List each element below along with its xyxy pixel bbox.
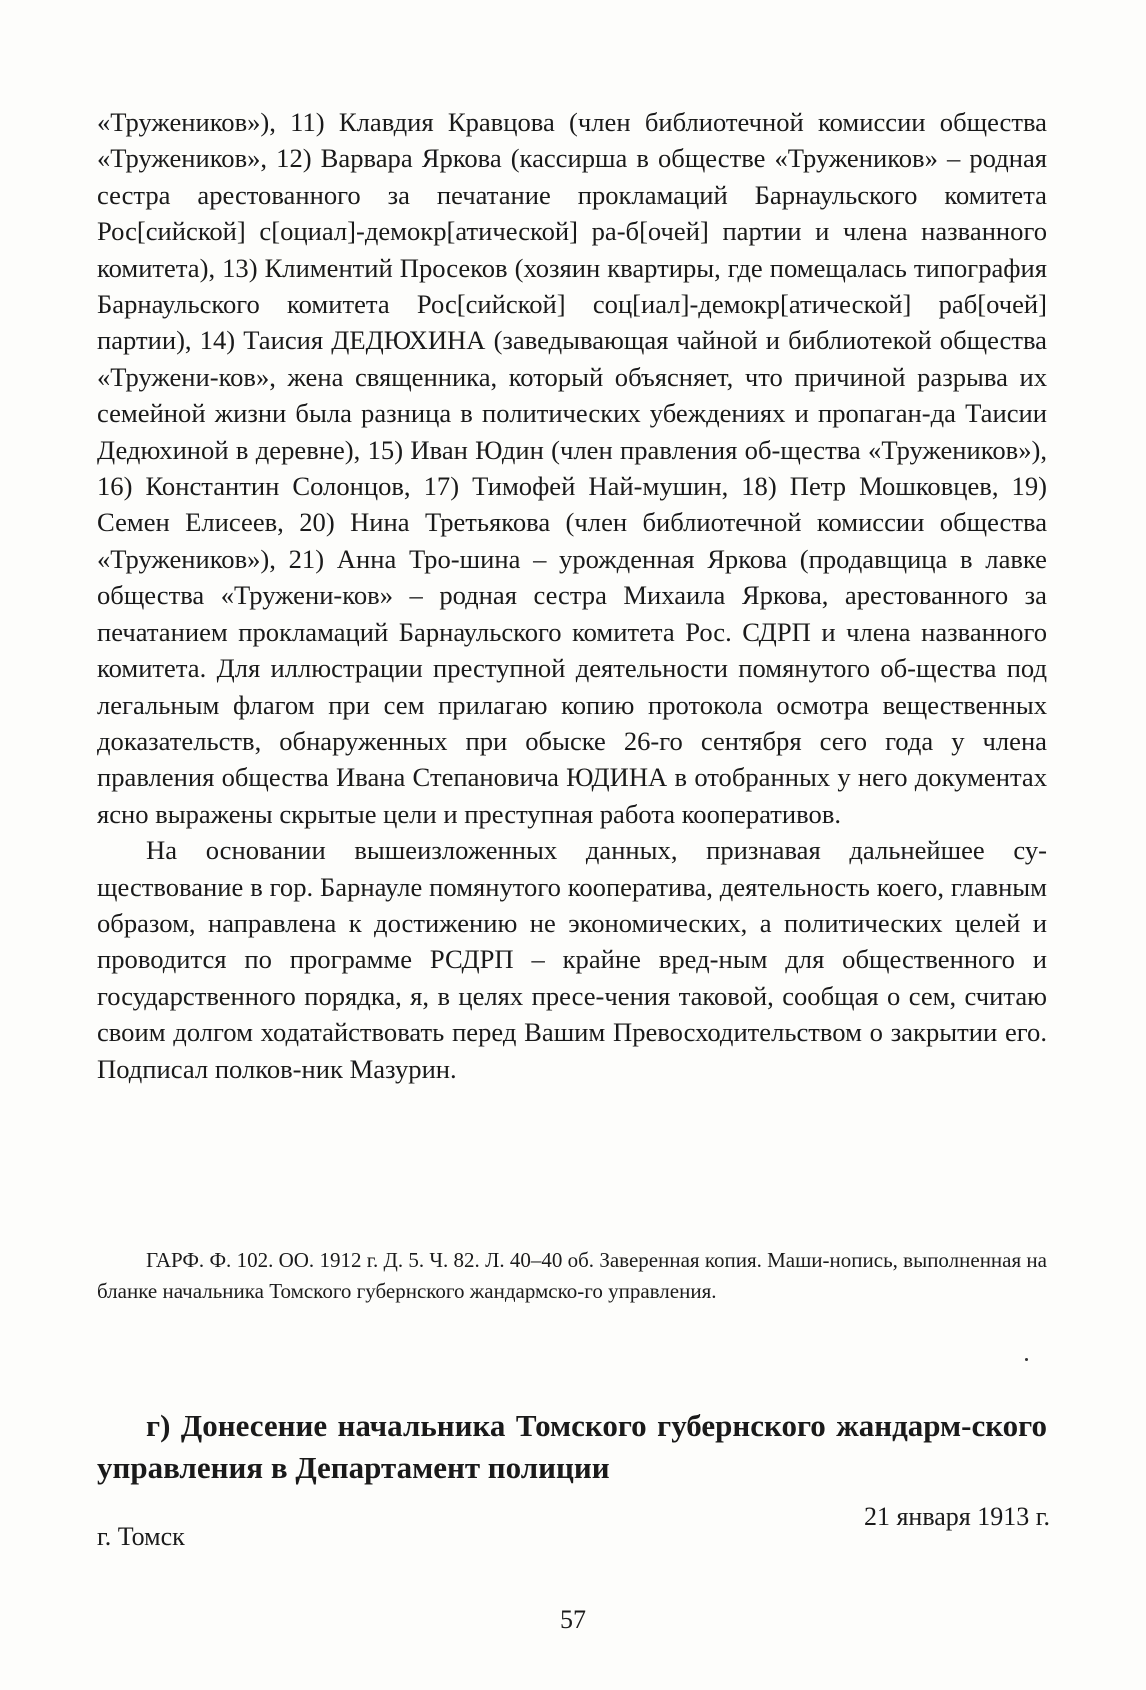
document-place: г. Томск bbox=[97, 1522, 185, 1551]
body-paragraph-conclusion: На основании вышеизложенных данных, признавая дальнейшее су-ществование в гор. Барнауле помянутого кооператива, деятельность коего, главным образом, направлена к достижению не экономических, а политических целей и проводится по программе РСДРП – крайне вред-ным для общественного и государственного порядка, я, в целях пресе-чения таковой, сообщая о сем, считаю своим долгом ходатайствовать перед Вашим Превосходительством о закрытии его. Подписал полков-ник Мазурин. bbox=[97, 835, 1047, 1084]
document-date: 21 января 1913 г. bbox=[863, 1502, 1050, 1531]
document-body bbox=[97, 104, 1047, 1087]
print-speck bbox=[1025, 1358, 1028, 1361]
archival-source-note bbox=[97, 1245, 1047, 1307]
source-note-text: ГАРФ. Ф. 102. ОО. 1912 г. Д. 5. Ч. 82. Л. 40–40 об. Заверенная копия. Маши-нопись, выполненная на бланке начальника Томского губернского жандармско-го управления. bbox=[97, 1248, 1047, 1303]
heading-text: г) Донесение начальника Томского губернского жандарм-ского управления в Департамент полиции bbox=[97, 1408, 1047, 1485]
page-number: 57 bbox=[560, 1605, 586, 1634]
next-document-heading bbox=[97, 1405, 1047, 1489]
body-paragraph-continued: «Тружеников»), 11) Клавдия Кравцова (член библиотечной комиссии общества «Тружеников», 12) Варвара Яркова (кассирша в обществе «Тружеников» – родная сестра арестованного за печатание прокламаций Барнаульского комитета Рос[сийской] с[оциал]-демокр[атической] ра-б[очей] партии и члена названного комитета), 13) Климентий Просеков (хозяин квартиры, где помещалась типография Барнаульского комитета Рос[сийской] соц[иал]-демокр[атической] раб[очей] партии), 14) Таисия ДЕДЮХИНА (заведывающая чайной и библиотекой общества «Тружени-ков», жена священника, который объясняет, что причиной разрыва их семейной жизни была разница в политических убеждениях и пропаган-да Таисии Дедюхиной в деревне), 15) Иван Юдин (член правления об-щества «Тружеников»), 16) Константин Солонцов, 17) Тимофей Най-мушин, 18) Петр Мошковцев, 19) Семен Елисеев, 20) Нина Третьякова (член библиотечной комиссии общества «Тружеников»), 21) Анна Тро-шина – урожденная Яркова (продавщица в лавке общества «Тружени-ков» – родная сестра Михаила Яркова, арестованного за печатанием прокламаций Барнаульского комитета Рос. СДРП и члена названного комитета. Для иллюстрации преступной деятельности помянутого об-щества под легальным флагом при сем прилагаю копию протокола осмотра вещественных доказательств, обнаруженных при обыске 26-го сентября сего года у члена правления общества Ивана Степановича ЮДИНА в отобранных у него документах ясно выражены скрытые цели и преступная работа кооперативов. bbox=[97, 107, 1047, 829]
